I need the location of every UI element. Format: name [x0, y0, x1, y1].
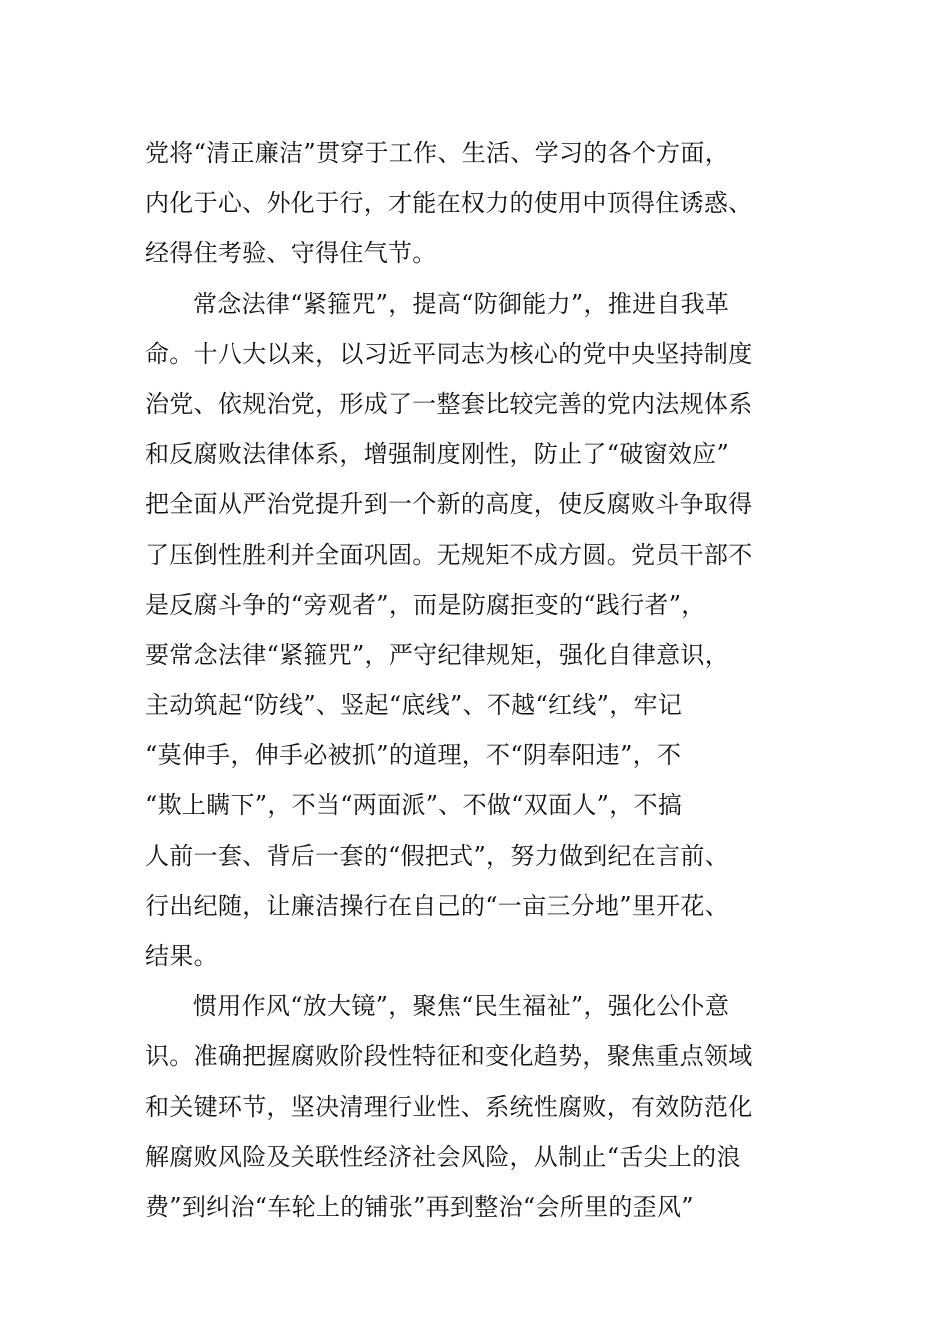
text-line: 和关键环节，坚决清理行业性、系统性腐败，有效防范化 — [145, 1092, 753, 1121]
text-line: 主动筑起“防线”、竖起“底线”、不越“红线”，牢记 — [145, 691, 683, 720]
text-line: 把全面从严治党提升到一个新的高度，使反腐败斗争取得 — [145, 490, 753, 519]
text-line: 要常念法律“紧箍咒”，严守纪律规矩，强化自律意识， — [145, 640, 730, 669]
text-line: 党将“清正廉洁”贯穿于工作、生活、学习的各个方面， — [145, 139, 730, 167]
text-line: 命。十八大以来，以习近平同志为核心的党中央坚持制度 — [145, 339, 753, 368]
text-line: “欺上瞒下”，不当“两面派”、不做“双面人”，不搞 — [145, 791, 683, 820]
text-line: 人前一套、背后一套的“假把式”，努力做到纪在言前、 — [145, 841, 730, 870]
paragraph-first-line: 惯用作风“放大镜”，聚焦“民生福祉”，强化公仆意 — [193, 992, 730, 1021]
text-line: 结果。 — [145, 942, 218, 970]
text-line: 了压倒性胜利并全面巩固。无规矩不成方圆。党员干部不 — [145, 540, 753, 569]
text-line: 经得住考验、守得住气节。 — [145, 239, 437, 268]
text-line: 内化于心、外化于行，才能在权力的使用中顶得住诱惑、 — [145, 189, 753, 218]
text-line: 费”到纠治“车轮上的铺张”再到整治“会所里的歪风” — [145, 1192, 694, 1221]
text-line: 识。准确把握腐败阶段性特征和变化趋势，聚焦重点领域 — [145, 1042, 753, 1071]
text-line: 行出纪随，让廉洁操行在自己的“一亩三分地”里开花、 — [145, 891, 730, 920]
body-text — [145, 128, 810, 1232]
text-line: 解腐败风险及关联性经济社会风险，从制止“舌尖上的浪 — [145, 1142, 741, 1171]
text-line: 治党、依规治党，形成了一整套比较完善的党内法规体系 — [145, 389, 753, 418]
text-line: “莫伸手，伸手必被抓”的道理，不“阴奉阳违”，不 — [145, 741, 682, 770]
text-line: 是反腐斗争的“旁观者”，而是防腐拒变的“践行者”， — [145, 590, 706, 619]
text-line: 和反腐败法律体系，增强制度刚性，防止了“破窗效应” — [145, 440, 730, 469]
paragraph-first-line: 常念法律“紧箍咒”，提高“防御能力”，推进自我革 — [193, 289, 730, 318]
